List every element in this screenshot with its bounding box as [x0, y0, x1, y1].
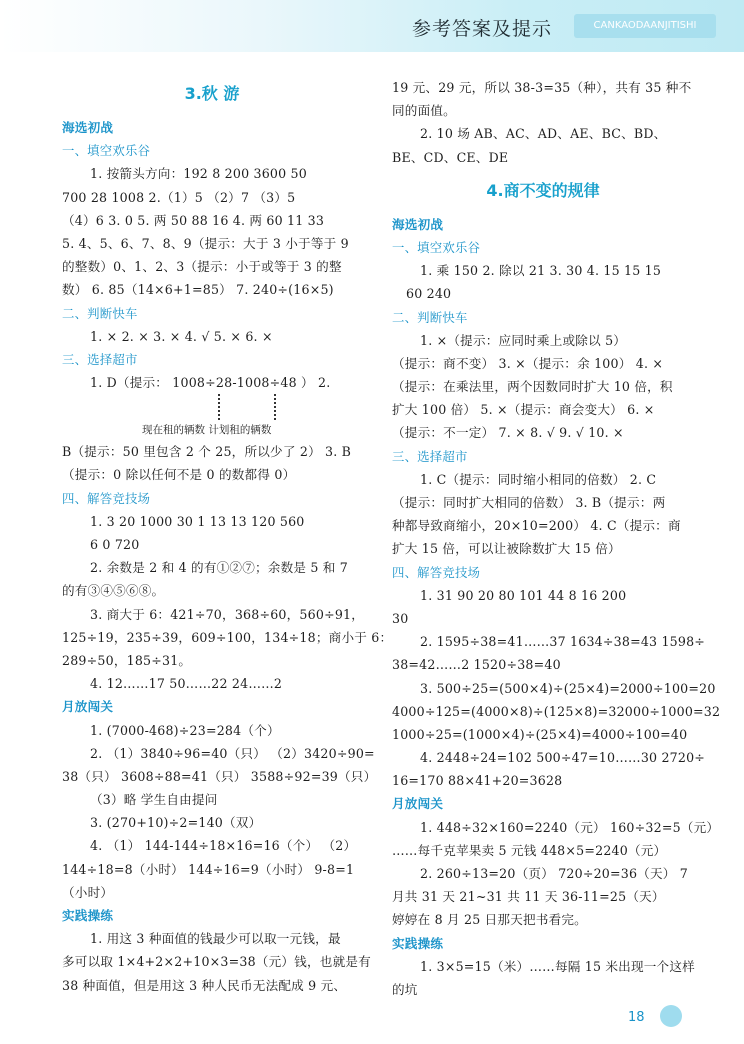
answer-line: 4000÷125=(4000×8)÷(125×8)=32000÷1000=32 [392, 703, 721, 719]
answer-line: 同的面值。 [392, 103, 456, 119]
answer-line: 3. 商大于 6：421÷70，368÷60，560÷91， [90, 606, 365, 622]
answer-line: 289÷50，185÷31。 [62, 652, 192, 668]
subsection-heading: 二、判断快车 [62, 305, 138, 321]
answer-line: 婷婷在 8 月 25 日那天把书看完。 [392, 912, 587, 928]
answer-line: （提示：不一定） 7. × 8. √ 9. √ 10. × [392, 425, 624, 441]
right-column [392, 76, 721, 1001]
answer-line: （3）略 学生自由提问 [90, 792, 218, 808]
answer-line: 4. 2448÷24=102 500÷47=10……30 2720÷ [420, 750, 706, 766]
answer-line: （小时） [62, 884, 114, 900]
answer-line: 的坑 [392, 981, 418, 997]
answer-line: 扩大 100 倍） 5. ×（提示：商会变大） 6. × [392, 402, 655, 418]
subsection-heading: 四、解答竞技场 [392, 564, 481, 580]
section-heading: 月放闯关 [392, 796, 444, 812]
subsection-heading: 一、填空欢乐谷 [392, 239, 481, 255]
subsection-heading: 三、选择超市 [392, 448, 468, 464]
section-heading: 海选初战 [62, 120, 114, 135]
answer-line: 的有③④⑤⑥⑧。 [62, 583, 165, 599]
answer-line: 3. (270+10)÷2=140（双） [90, 815, 262, 831]
answer-line: 数） 6. 85（14×6+1=85） 7. 240÷(16×5) [62, 282, 334, 298]
answer-line: （4）6 3. 0 5. 两 50 88 16 4. 两 60 11 33 [62, 212, 325, 228]
answer-line: （提示：在乘法里，两个因数同时扩大 10 倍，积 [392, 379, 673, 395]
answer-line: 的整数）0、1、2、3（提示：小于或等于 3 的整 [62, 259, 342, 275]
subsection-heading: 四、解答竞技场 [62, 490, 151, 506]
answer-line: 5. 4、5、6、7、8、9（提示：大于 3 小于等于 9 [62, 235, 349, 251]
answer-line: 16=170 88×41+20=3628 [392, 773, 563, 789]
answer-line: 4. 12……17 50……22 24……2 [90, 676, 283, 692]
answer-line: 多可以取 1×4+2×2+10×3=38（元）钱，也就是有 [62, 954, 371, 970]
lesson-title-3: 3.秋 游 [184, 84, 240, 103]
answer-line: 2. 余数是 2 和 4 的有①②⑦；余数是 5 和 7 [90, 560, 349, 576]
answer-line: （提示：同时扩大相同的倍数） 3. B（提示：两 [392, 495, 666, 510]
header-title: 参考答案及提示 [412, 18, 553, 40]
answer-line: 1. × 2. × 3. × 4. √ 5. × 6. × [90, 328, 273, 344]
page-number: 18 [628, 1010, 645, 1025]
page-number-circle [660, 1005, 682, 1027]
left-column [62, 72, 393, 997]
answer-line: B（提示：50 里包含 2 个 25，所以少了 2） 3. B [62, 444, 352, 460]
answer-line: 125÷19，235÷39，609÷100，134÷18；商小于 6： [62, 629, 393, 645]
header-tag: CANKAODAANJITISHI [574, 14, 716, 38]
answer-line: 3. 500÷25=(500×4)÷(25×4)=2000÷100=20 [420, 680, 716, 696]
section-heading: 实践操练 [392, 935, 444, 951]
answer-line: （提示：0 除以任何不是 0 的数都得 0） [62, 467, 296, 483]
answer-line: 月共 31 天 21~31 共 11 天 36-11=25（天） [392, 889, 665, 905]
answer-line: 2. （1）3840÷96=40（只） （2）3420÷90= [90, 745, 375, 761]
answer-line: 6 0 720 [90, 537, 140, 552]
section-heading: 月放闯关 [62, 699, 114, 715]
answer-line: 1000÷25=(1000×4)÷(25×4)=4000÷100=40 [392, 726, 688, 742]
answer-line: 1. 乘 150 2. 除以 21 3. 30 4. 15 15 15 [420, 263, 662, 279]
answer-line: 1. 用这 3 种面值的钱最少可以取一元钱，最 [90, 931, 341, 947]
division-diagram [62, 394, 362, 440]
answer-line: 38（只） 3608÷88=41（只） 3588÷92=39（只） [62, 768, 377, 784]
answer-line: 1. 3×5=15（米）……每隔 15 米出现一个这样 [420, 958, 695, 974]
answer-line: 38 种面值，但是用这 3 种人民币无法配成 9 元、 [62, 977, 347, 993]
answer-line: 700 28 1008 2.（1）5 （2）7 （3）5 [62, 189, 296, 205]
answer-line: 1. ×（提示：应同时乘上或除以 5） [420, 332, 627, 348]
answer-line: 种都导致商缩小，20×10=200） 4. C（提示：商 [392, 518, 681, 534]
answer-line: 1. 3 20 1000 30 1 13 13 120 560 [90, 513, 305, 529]
answer-line: 19 元、29 元，所以 38-3=35（种），共有 35 种不 [392, 80, 692, 95]
answer-line: 2. 10 场 AB、AC、AD、AE、BC、BD、 [420, 126, 667, 142]
answer-line: 4. （1） 144-144÷18×16=16（个） （2） [90, 838, 357, 854]
dotted-line [274, 394, 276, 420]
answer-line: 1. (7000-468)÷23=284（个） [90, 722, 280, 738]
answer-line: 1. D（提示： 1008÷28-1008÷48 ） 2. [90, 375, 331, 391]
answer-line: 1. 448÷32×160=2240（元） 160÷32=5（元） [420, 819, 720, 835]
answer-line: 1. 31 90 20 80 101 44 8 16 200 [420, 587, 627, 603]
subsection-heading: 一、填空欢乐谷 [62, 143, 151, 159]
lesson-title-4: 4.商不变的规律 [486, 180, 600, 200]
answer-line: （提示：商不变） 3. ×（提示：余 100） 4. × [392, 355, 664, 371]
answer-line: 144÷18=8（小时） 144÷16=9（小时） 9-8=1 [62, 861, 355, 877]
answer-line: 60 240 [406, 286, 452, 302]
section-heading: 实践操练 [62, 908, 114, 923]
answer-line: ……每千克苹果卖 5 元钱 448×5=2240（元） [392, 842, 667, 858]
answer-line: 38=42……2 1520÷38=40 [392, 657, 561, 673]
answer-line: 30 [392, 610, 409, 626]
subsection-heading: 二、判断快车 [392, 309, 468, 325]
answer-line: BE、CD、CE、DE [392, 149, 509, 165]
answer-line: 1. C（提示：同时缩小相同的倍数） 2. C [420, 471, 657, 487]
answer-line: 扩大 15 倍，可以让被除数扩大 15 倍） [392, 541, 621, 557]
subsection-heading: 三、选择超市 [62, 351, 138, 367]
diagram-label: 现在租的辆数 计划租的辆数 [142, 424, 272, 437]
dotted-line [218, 394, 220, 420]
answer-line: 2. 1595÷38=41……37 1634÷38=43 1598÷ [420, 634, 706, 650]
answer-line: 1. 按箭头方向：192 8 200 3600 50 [90, 166, 307, 182]
answer-line: 2. 260÷13=20（页） 720÷20=36（天） 7 [420, 866, 688, 881]
section-heading: 海选初战 [392, 216, 444, 232]
